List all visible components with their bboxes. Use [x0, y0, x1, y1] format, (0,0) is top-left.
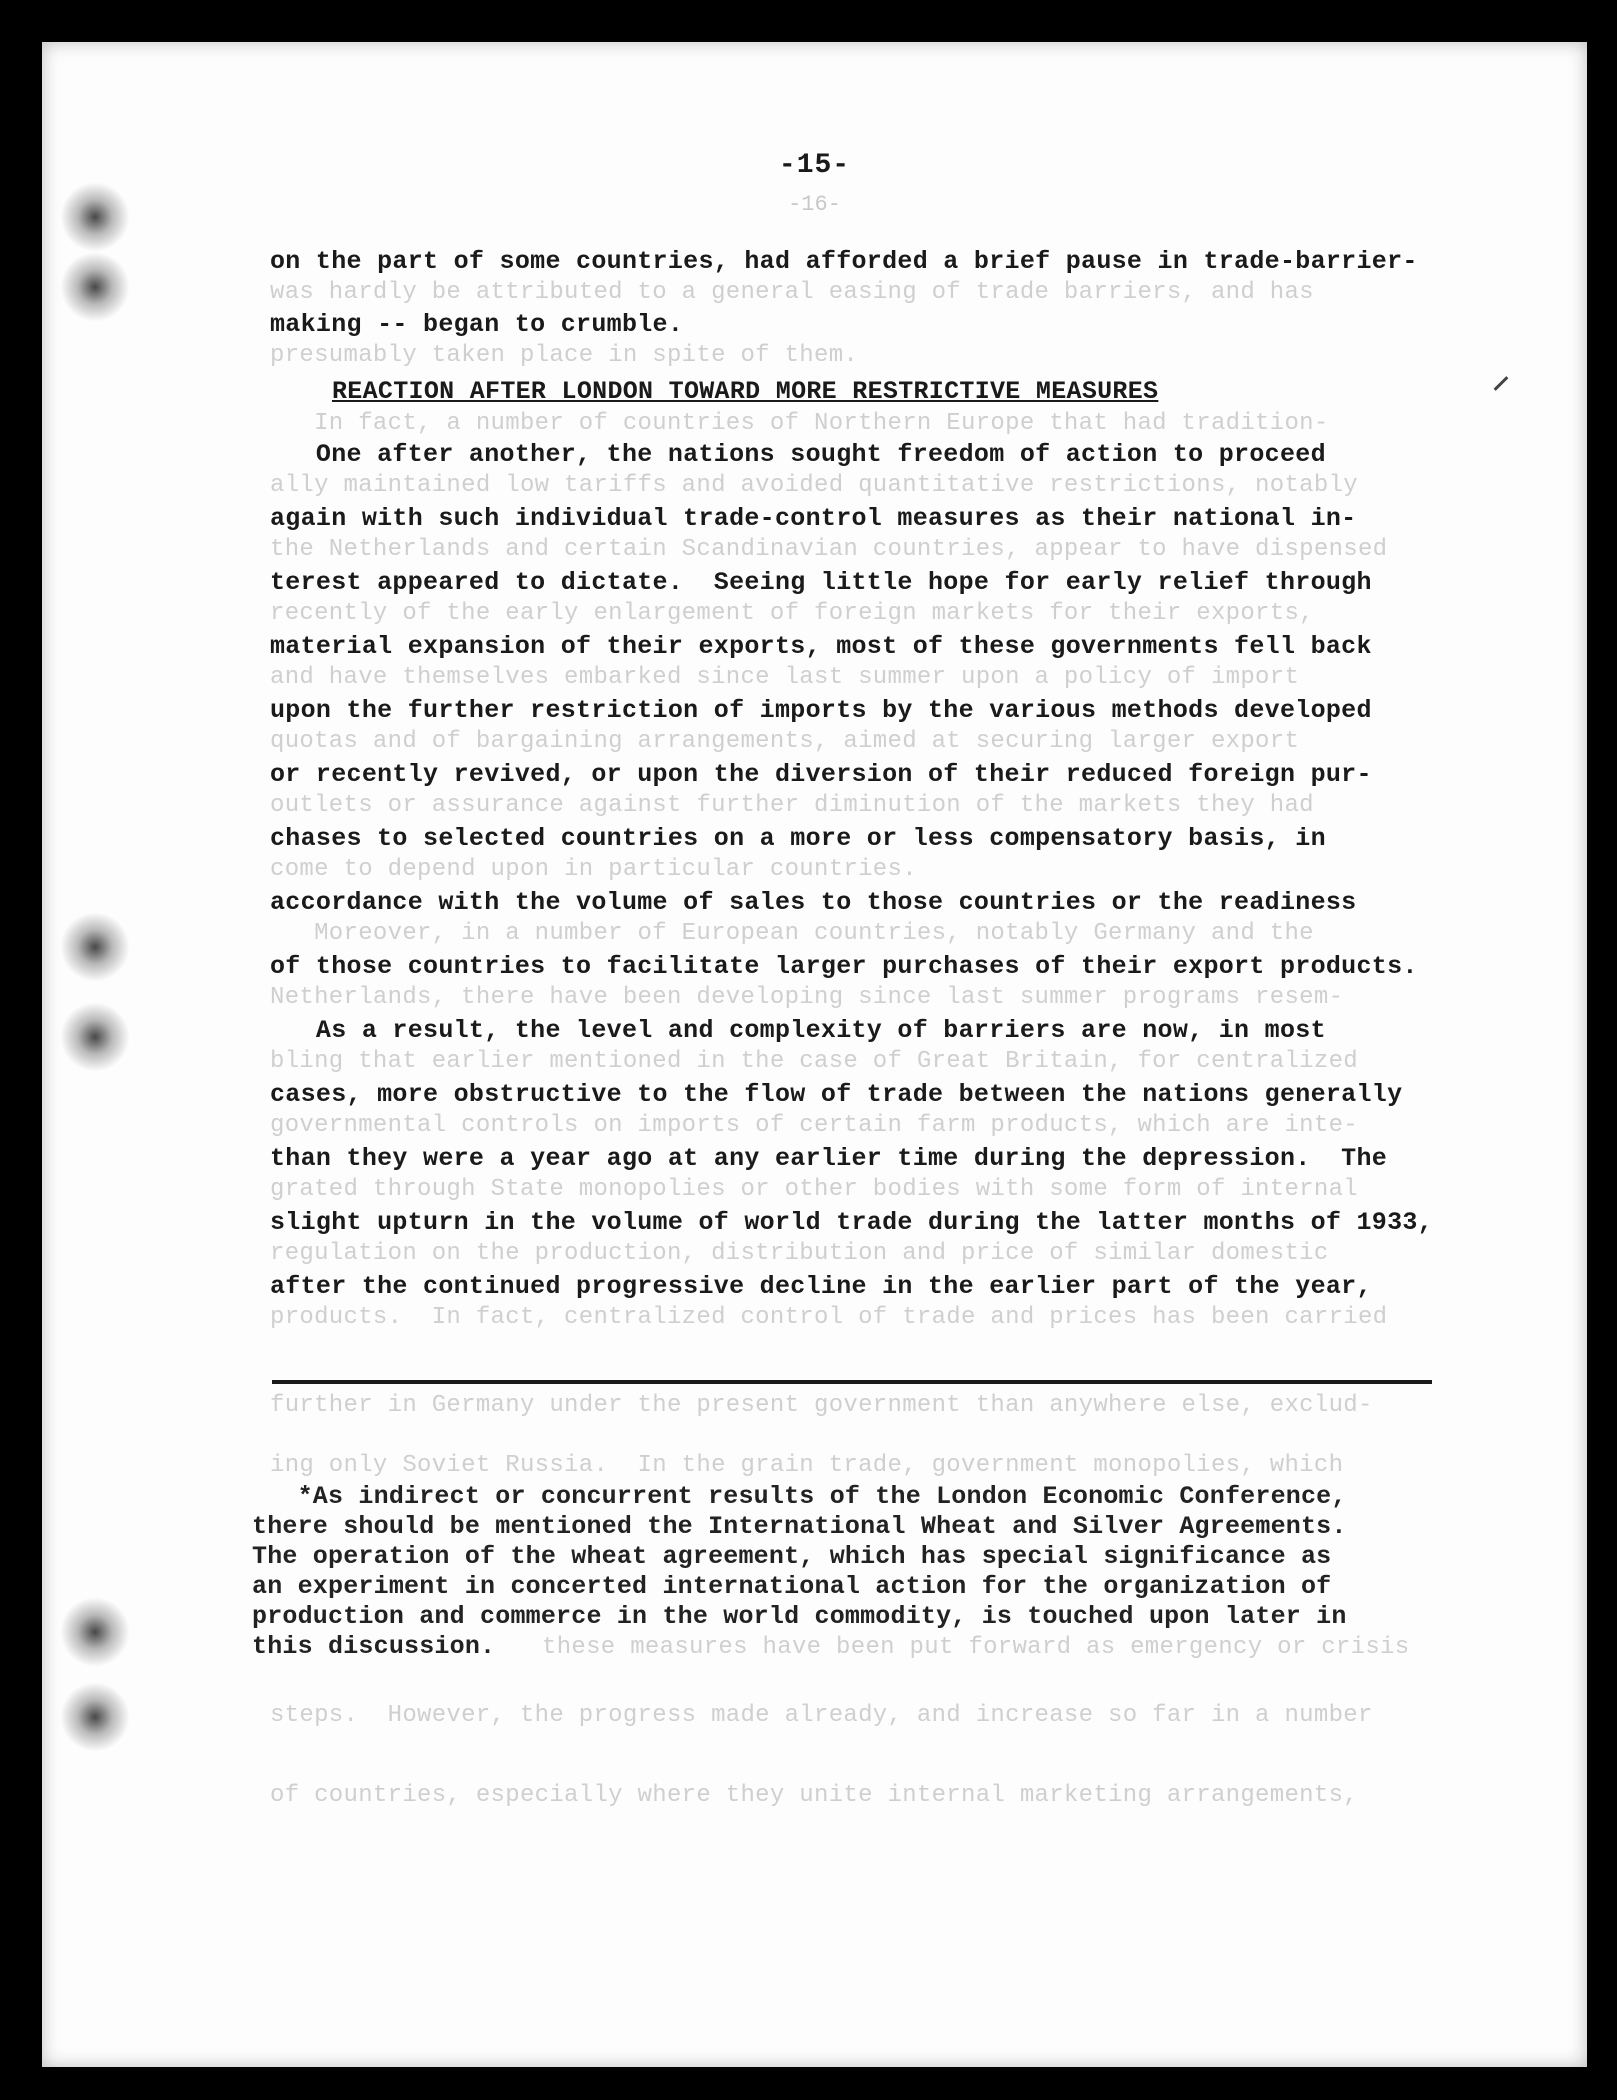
ghost-line-2: presumably taken place in spite of them.	[270, 342, 859, 369]
footnote-line-2: there should be mentioned the International Wheat and Silver Agreements.	[252, 1512, 1347, 1541]
footnote-line-3: The operation of the wheat agreement, which has special significance as	[252, 1542, 1332, 1571]
body-line-13: cases, more obstructive to the flow of trade between the nations generally	[270, 1080, 1403, 1109]
body-line-12: As a result, the level and complexity of barriers are now, in most	[270, 1016, 1326, 1045]
body-line-2: making -- began to crumble.	[270, 310, 684, 339]
ghost-line-19: ing only Soviet Russia. In the grain trade, government monopolies, which	[270, 1452, 1344, 1479]
ghost-line-7: and have themselves embarked since last summer upon a policy of import	[270, 664, 1300, 691]
ghost-line-18: further in Germany under the present government than anywhere else, exclud-	[270, 1392, 1373, 1419]
body-line-7: upon the further restriction of imports by the various methods developed	[270, 696, 1372, 725]
footnote-rule	[272, 1380, 1432, 1384]
ghost-line-1: was hardly be attributed to a general easing of trade barriers, and has	[270, 279, 1314, 306]
punch-hole-shadow-5	[60, 1597, 130, 1667]
body-line-3: One after another, the nations sought freedom of action to proceed	[270, 440, 1326, 469]
ghost-line-10: come to depend upon in particular countries.	[270, 856, 917, 883]
body-line-9: chases to selected countries on a more or less compensatory basis, in	[270, 824, 1326, 853]
footnote-line-6: this discussion.	[252, 1632, 496, 1661]
body-line-11: of those countries to facilitate larger purchases of their export products.	[270, 952, 1418, 981]
ghost-line-14: governmental controls on imports of certain farm products, which are inte-	[270, 1112, 1358, 1139]
footnote-line-1: *As indirect or concurrent results of the London Economic Conference,	[252, 1482, 1347, 1511]
document-page	[42, 42, 1587, 2067]
punch-hole-shadow-3	[60, 912, 130, 982]
ghost-line-9: outlets or assurance against further diminution of the markets they had	[270, 792, 1314, 819]
ghost-line-4: ally maintained low tariffs and avoided quantitative restrictions, notably	[270, 472, 1358, 499]
body-line-14: than they were a year ago at any earlier time during the depression. The	[270, 1144, 1388, 1173]
bleed-through-page-number: -16-	[788, 192, 841, 217]
body-line-16: after the continued progressive decline in the earlier part of the year,	[270, 1272, 1372, 1301]
ghost-line-20: these measures have been put forward as emergency or crisis	[542, 1634, 1410, 1661]
footnote-line-5: production and commerce in the world commodity, is touched upon later in	[252, 1602, 1347, 1631]
body-line-5: terest appeared to dictate. Seeing little hope for early relief through	[270, 568, 1372, 597]
body-line-10: accordance with the volume of sales to those countries or the readiness	[270, 888, 1357, 917]
body-line-8: or recently revived, or upon the diversion of their reduced foreign pur-	[270, 760, 1372, 789]
ghost-line-12: Netherlands, there have been developing since last summer programs resem-	[270, 984, 1344, 1011]
ghost-line-15: grated through State monopolies or other bodies with some form of internal	[270, 1176, 1358, 1203]
body-line-4: again with such individual trade-control measures as their national in-	[270, 504, 1357, 533]
body-line-1: on the part of some countries, had afforded a brief pause in trade-barrier-	[270, 247, 1418, 276]
punch-hole-shadow-4	[60, 1002, 130, 1072]
ghost-line-8: quotas and of bargaining arrangements, aimed at securing larger export	[270, 728, 1300, 755]
ghost-line-5: the Netherlands and certain Scandinavian countries, appear to have dispensed	[270, 536, 1388, 563]
pencil-tick-mark	[1494, 376, 1509, 391]
ghost-line-11: Moreover, in a number of European countries, notably Germany and the	[270, 920, 1314, 947]
ghost-line-6: recently of the early enlargement of foreign markets for their exports,	[270, 600, 1314, 627]
ghost-line-22: of countries, especially where they unite internal marketing arrangements,	[270, 1782, 1358, 1809]
body-line-15: slight upturn in the volume of world trade during the latter months of 1933,	[270, 1208, 1433, 1237]
punch-hole-shadow-6	[60, 1682, 130, 1752]
punch-hole-shadow-2	[60, 252, 130, 322]
page-number: -15-	[778, 150, 851, 181]
ghost-line-16: regulation on the production, distribution and price of similar domestic	[270, 1240, 1329, 1267]
ghost-line-17: products. In fact, centralized control of trade and prices has been carried	[270, 1304, 1388, 1331]
ghost-line-3: In fact, a number of countries of Northern Europe that had tradition-	[270, 410, 1329, 437]
section-heading: REACTION AFTER LONDON TOWARD MORE RESTRICTIVE MEASURES	[332, 377, 1159, 406]
footnote-line-4: an experiment in concerted international action for the organization of	[252, 1572, 1332, 1601]
ghost-line-21: steps. However, the progress made already, and increase so far in a number	[270, 1702, 1373, 1729]
body-line-6: material expansion of their exports, most of these governments fell back	[270, 632, 1372, 661]
ghost-line-13: bling that earlier mentioned in the case of Great Britain, for centralized	[270, 1048, 1358, 1075]
